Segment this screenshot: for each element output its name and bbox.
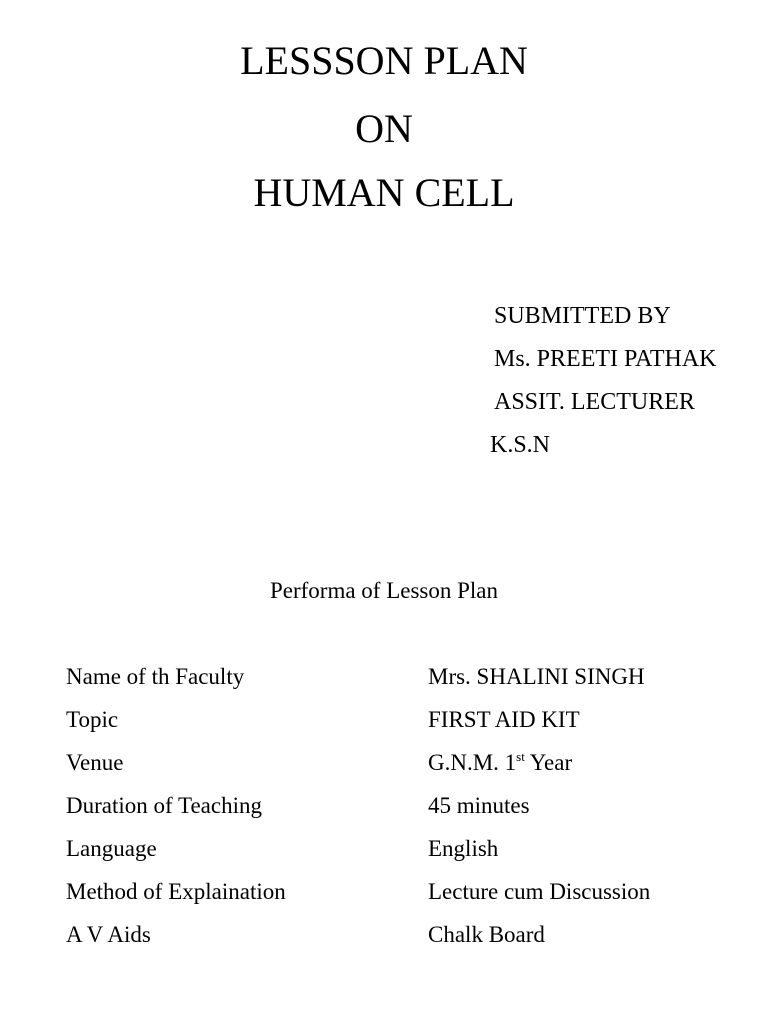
proforma-row-topic xyxy=(0,706,768,736)
row-label: Name of th Faculty xyxy=(66,664,245,689)
venue-prefix: G.N.M. 1 xyxy=(428,750,517,775)
proforma-row-av-aids xyxy=(0,921,768,951)
row-label: Duration of Teaching xyxy=(66,793,262,818)
venue-ordinal: st xyxy=(516,749,525,764)
row-value: Mrs. SHALINI SINGH xyxy=(428,664,645,689)
row-value: English xyxy=(428,836,499,861)
row-label: A V Aids xyxy=(66,922,151,947)
row-label: Language xyxy=(66,836,157,861)
row-label: Topic xyxy=(66,707,119,732)
submitter-designation: ASSIT. LECTURER xyxy=(494,389,695,415)
row-value: FIRST AID KIT xyxy=(428,707,580,732)
submitter-name: Ms. PREETI PATHAK xyxy=(494,346,717,372)
row-label: Method of Explaination xyxy=(66,879,286,904)
row-value xyxy=(428,749,572,777)
row-label: Venue xyxy=(66,750,124,775)
proforma-row-venue xyxy=(0,749,768,779)
title-line-1: LESSSON PLAN xyxy=(240,38,528,83)
submitted-by-heading: SUBMITTED BY xyxy=(494,303,671,329)
proforma-heading: Performa of Lesson Plan xyxy=(269,578,499,603)
row-value: Lecture cum Discussion xyxy=(428,879,651,904)
venue-suffix: Year xyxy=(524,750,573,775)
row-value: 45 minutes xyxy=(428,793,530,818)
title-line-2: ON xyxy=(355,106,413,151)
submitter-institute: K.S.N xyxy=(490,432,551,458)
proforma-row-duration xyxy=(0,792,768,822)
proforma-row-language xyxy=(0,835,768,865)
row-value: Chalk Board xyxy=(428,922,545,947)
title-line-3: HUMAN CELL xyxy=(253,170,515,215)
proforma-row-method xyxy=(0,878,768,908)
proforma-row-faculty xyxy=(0,663,768,693)
